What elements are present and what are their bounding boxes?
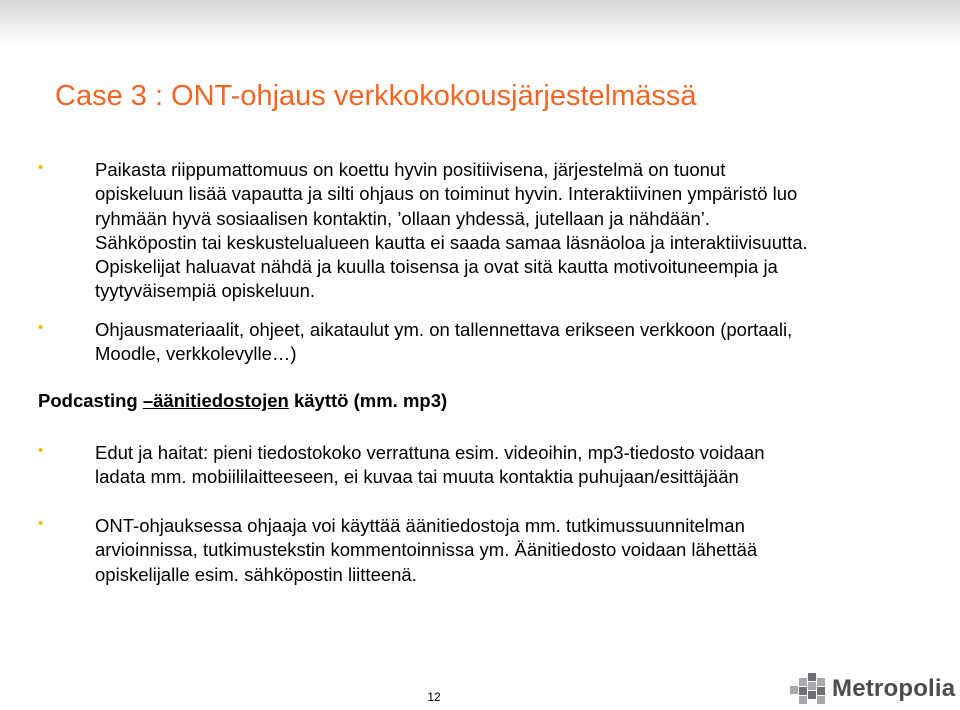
text-line: Ohjausmateriaalit, ohjeet, aikataulut ym. on tallennettava erikseen verkkoon (portaali,: [95, 319, 793, 340]
bullet-icon: •: [38, 515, 44, 532]
bullet-text: [95, 318, 908, 367]
page-number: 12: [427, 690, 441, 704]
text-line: Sähköpostin tai keskustelualueen kautta ei saada samaa läsnäoloa ja interaktiivisuutta.: [95, 231, 808, 253]
subheading-prefix: Podcasting: [38, 390, 143, 411]
bullet-icon: •: [38, 319, 44, 336]
text-line: opiskelijalle esim. sähköpostin liitteenä.: [95, 563, 417, 585]
slide-title: Case 3 : ONT-ohjaus verkkokokousjärjestelmässä: [55, 80, 697, 112]
text-line: opiskeluun lisää vapautta ja silti ohjaus on toiminut hyvin. Interaktiivinen ympäristö luo: [95, 183, 798, 205]
text-line: Edut ja haitat: pieni tiedostokoko verrattuna esim. videoihin, mp3-tiedosto voidaan: [95, 442, 765, 463]
bullet-text: [95, 158, 908, 304]
text-line: Paikasta riippumattomuus on koettu hyvin positiivisena, järjestelmä on tuonut: [95, 159, 726, 180]
top-gradient-bar: [0, 0, 960, 44]
podcasting-subheading: [38, 390, 447, 412]
bullet-text: [95, 514, 908, 587]
bullet-item: [38, 158, 908, 304]
bullet-item: [38, 514, 908, 587]
text-line: arvioinnissa, tutkimustekstin kommentoinnissa ym. Äänitiedosto voidaan lähettää: [95, 539, 758, 561]
text-line: ladata mm. mobiililaitteeseen, ei kuvaa tai muuta kontaktia puhujaan/esittäjään: [95, 466, 739, 488]
metropolia-logo: [788, 672, 955, 706]
bullet-item: [38, 318, 908, 367]
bullet-icon: •: [38, 159, 44, 176]
metropolia-logo-icon: [788, 672, 830, 706]
text-line: Opiskelijat haluavat nähdä ja kuulla toisensa ja ovat sitä kautta motivoituneempia ja: [95, 256, 778, 278]
text-line: Moodle, verkkolevylle…): [95, 343, 297, 365]
text-line: ryhmään hyvä sosiaalisen kontaktin, ’ollaan yhdessä, jutellaan ja nähdään’.: [95, 207, 710, 229]
subheading-suffix: käyttö (mm. mp3): [288, 390, 448, 411]
bullet-item: [38, 441, 908, 490]
subheading-underlined: –äänitiedostojen: [142, 390, 289, 411]
text-line: tyytyväisempiä opiskeluun.: [95, 280, 316, 302]
logo-text: Metropolia: [832, 675, 956, 702]
text-line: ONT-ohjauksessa ohjaaja voi käyttää äänitiedostoja mm. tutkimussuunnitelman: [95, 515, 745, 536]
bullet-text: [95, 441, 908, 490]
bullet-icon: •: [38, 442, 44, 459]
